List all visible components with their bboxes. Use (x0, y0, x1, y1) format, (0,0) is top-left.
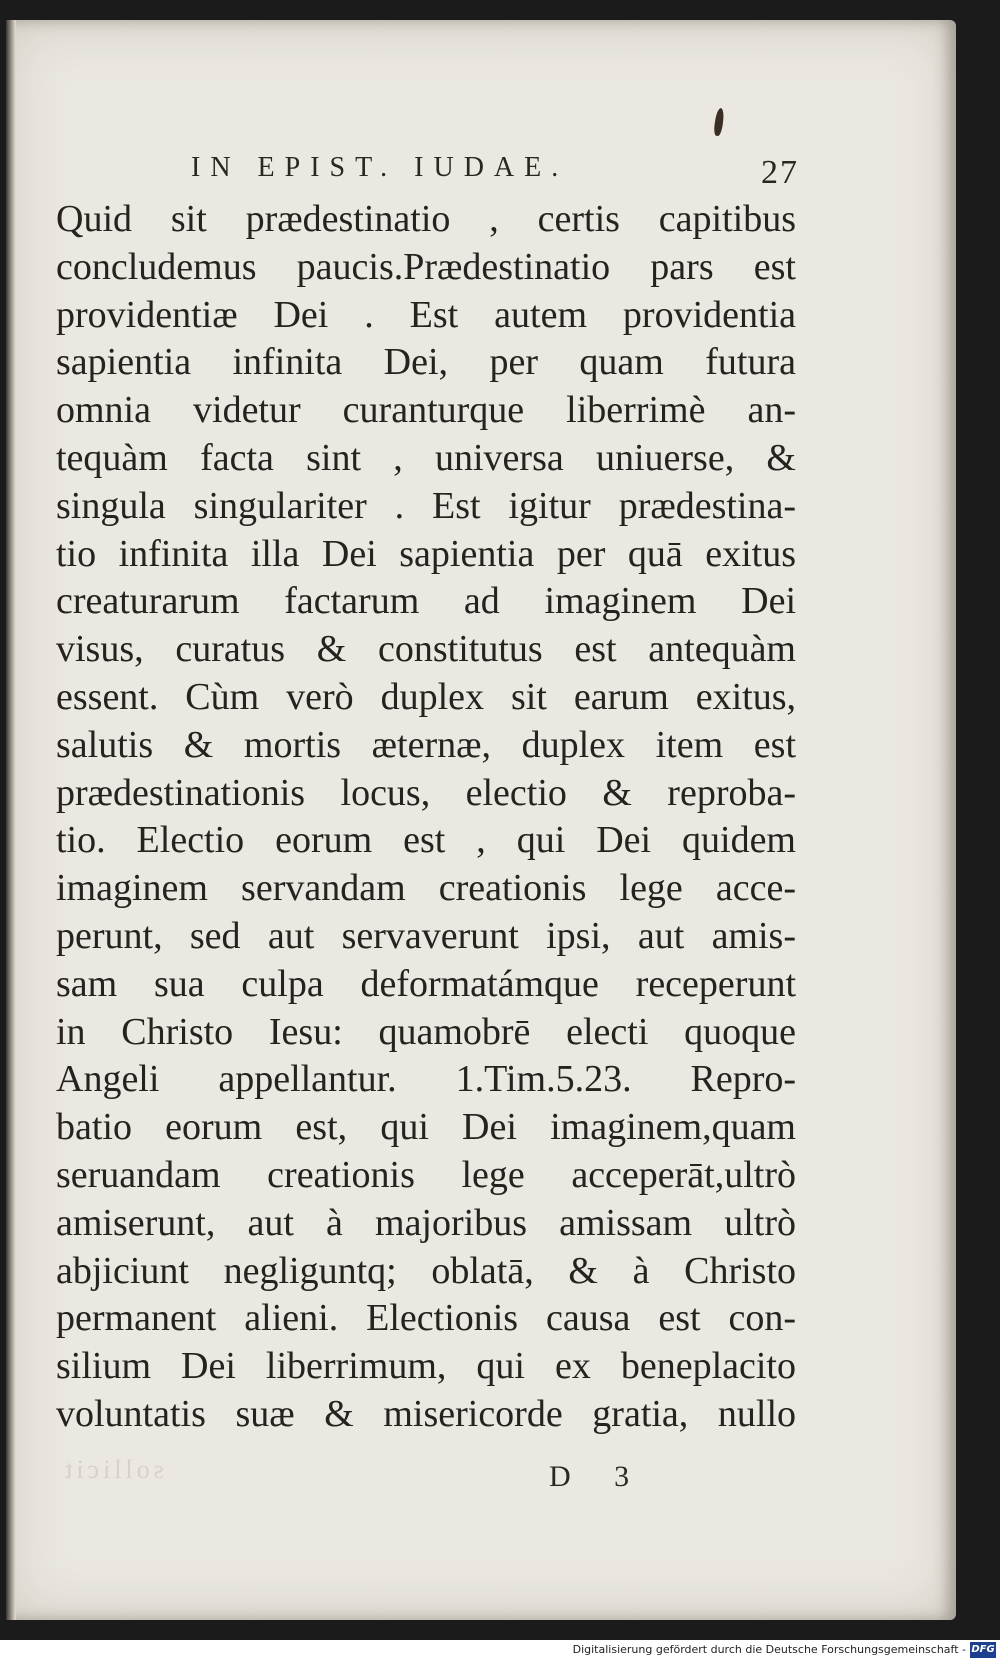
text-line: essent. Cùm verò duplex sit earum exitus, (56, 675, 796, 718)
text-line: perunt, sed aut servaverunt ipsi, aut amis- (56, 914, 796, 957)
body-text (56, 196, 796, 1439)
text-line: salutis & mortis æternæ, duplex item est (56, 723, 796, 766)
text-line: prædestinationis locus, electio & reproba- (56, 771, 796, 814)
text-line: tio infinita illa Dei sapientia per quā exitus (56, 532, 796, 575)
text-line: Quid sit prædestinatio , certis capitibus (56, 198, 796, 240)
dfg-logo: DFG (970, 1642, 996, 1658)
text-line: imaginem servandam creationis lege acce- (56, 867, 796, 910)
page-edge-shadow (6, 20, 16, 1620)
text-line: seruandam creationis lege acceperāt,ultrò (56, 1153, 796, 1196)
text-line: sapientia infinita Dei, per quam futura (56, 341, 796, 384)
text-line: creaturarum factarum ad imaginem Dei (56, 580, 796, 623)
text-line: in Christo Iesu: quamobrē electi quoque (56, 1010, 796, 1053)
digitization-footer (0, 1640, 1000, 1662)
text-line: omnia videtur curanturque liberrimè an- (56, 389, 796, 432)
signature-mark: D 3 (549, 1460, 648, 1493)
text-line: singula singulariter . Est igitur prædestina- (56, 484, 796, 527)
text-line: visus, curatus & constitutus est antequàm (56, 628, 796, 671)
text-line: voluntatis suæ & misericorde gratia, nullo (56, 1392, 796, 1435)
funding-credit: Digitalisierung gefördert durch die Deutsche Forschungsgemeinschaft - (572, 1643, 966, 1656)
text-line: silium Dei liberrimum, qui ex beneplacito (56, 1345, 796, 1388)
book-page (6, 20, 956, 1620)
text-line: tequàm facta sint , universa uniuerse, & (56, 436, 796, 479)
running-head: IN EPIST. IUDAE. (191, 152, 569, 183)
text-line: permanent alieni. Electionis causa est con- (56, 1297, 796, 1340)
text-line: Angeli appellantur. 1.Tim.5.23. Repro- (56, 1058, 796, 1101)
text-line: amiserunt, aut à majoribus amissam ultrò (56, 1201, 796, 1244)
ink-spot-mark (713, 108, 725, 137)
text-line: sam sua culpa deformatámque receperunt (56, 962, 796, 1005)
bleed-through-text: sollicit (61, 1455, 164, 1484)
text-line: tio. Electio eorum est , qui Dei quidem (56, 819, 796, 862)
text-line: concludemus paucis.Prædestinatio pars est (56, 245, 796, 288)
text-line: abjiciunt negliguntq; oblatā, & à Christo (56, 1249, 796, 1292)
page-number: 27 (761, 154, 799, 191)
text-line: batio eorum est, qui Dei imaginem,quam (56, 1106, 796, 1149)
text-line: providentiæ Dei . Est autem providentia (56, 293, 796, 336)
